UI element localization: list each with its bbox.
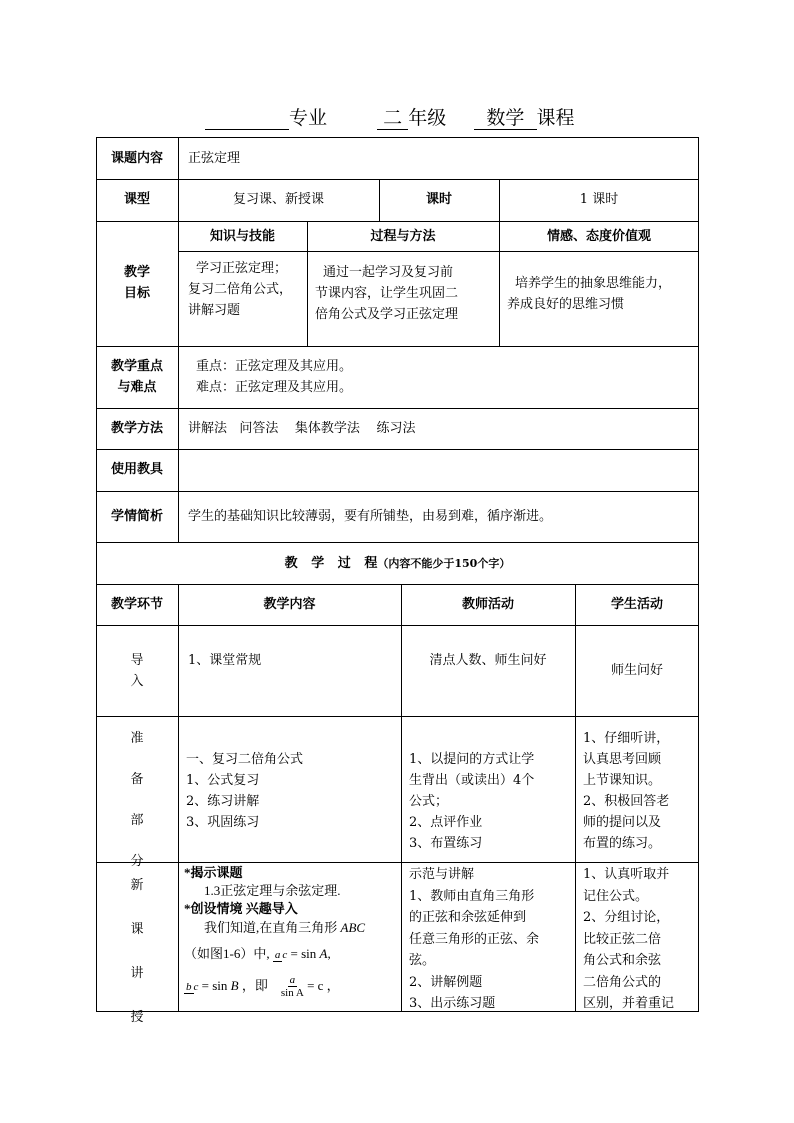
intro-teacher[interactable]: 清点人数、师生问好 bbox=[429, 653, 547, 668]
text-line: 二倍角公式的 bbox=[583, 974, 662, 990]
frac-den: sin A bbox=[280, 987, 304, 1000]
var-abc: ABC bbox=[340, 920, 366, 935]
type-value[interactable]: 复习课、新授课 bbox=[232, 192, 324, 207]
row-divider bbox=[178, 251, 699, 252]
frac-num: a bbox=[274, 948, 281, 961]
col-divider bbox=[178, 584, 179, 1012]
goals-label bbox=[96, 262, 178, 304]
goal-header-process: 过程与方法 bbox=[370, 229, 436, 244]
text-line: 养成良好的思维习惯 bbox=[507, 297, 625, 312]
fraction-b-over-c bbox=[184, 981, 198, 994]
row-divider bbox=[96, 221, 699, 222]
process-title bbox=[96, 553, 699, 574]
reveal-topic: *揭示课题 bbox=[184, 865, 243, 880]
stage-char: 部 bbox=[130, 813, 144, 828]
row-divider bbox=[96, 584, 699, 585]
text-line: 生背出（或读出）4个 bbox=[409, 773, 535, 788]
grade-label: 年级 bbox=[408, 107, 447, 129]
row-divider bbox=[96, 449, 699, 450]
row-divider bbox=[96, 346, 699, 347]
analysis-value[interactable]: 学生的基础知识比较薄弱，要有所铺垫，由易到难，循序渐进。 bbox=[188, 509, 553, 524]
text-line: 倍角公式及学习正弦定理 bbox=[315, 307, 459, 322]
grade-value[interactable]: 二 bbox=[377, 107, 408, 130]
new-lesson-teacher[interactable] bbox=[409, 864, 573, 1015]
topic-value[interactable]: 正弦定理 bbox=[188, 151, 241, 166]
text-line: 弦。 bbox=[409, 953, 436, 968]
text-line: 区别，并着重记 bbox=[583, 996, 675, 1011]
content-line: （如图1-6）中, a c = sin A, bbox=[184, 946, 331, 961]
goal-knowledge-text[interactable] bbox=[188, 258, 306, 321]
text-line: 培养学生的抽象思维能力， bbox=[515, 276, 672, 291]
text-line: 2、积极回答老 bbox=[583, 794, 670, 809]
row-divider bbox=[96, 862, 699, 863]
fraction-a-over-c bbox=[273, 949, 287, 962]
goals-label-line: 教学 bbox=[123, 265, 150, 280]
intro-content[interactable]: 1、课堂常规 bbox=[188, 653, 262, 668]
text-line: 1、以提问的方式让学 bbox=[409, 752, 535, 767]
text-line: 学习正弦定理； bbox=[196, 261, 288, 276]
frac-num: b bbox=[186, 980, 192, 993]
frac-den: c bbox=[282, 948, 288, 961]
stage-new-lesson bbox=[96, 864, 178, 1040]
row-divider bbox=[96, 408, 699, 409]
course-label: 课程 bbox=[536, 107, 575, 129]
stage-char: 授 bbox=[130, 1010, 144, 1025]
text-line: 3、布置练习 bbox=[409, 836, 483, 851]
stage-char: 分 bbox=[130, 854, 144, 869]
text-line: 2、点评作业 bbox=[409, 815, 483, 830]
stage-char: 新 bbox=[130, 878, 144, 893]
content-line bbox=[184, 918, 400, 938]
row-divider bbox=[96, 625, 699, 626]
intro-student[interactable]: 师生问好 bbox=[610, 663, 663, 678]
key-point: 重点：正弦定理及其应用。 bbox=[196, 359, 353, 374]
text-line: 1、认真听取并 bbox=[583, 867, 670, 882]
text-line: 上节课知识。 bbox=[583, 773, 662, 788]
row-divider bbox=[96, 542, 699, 543]
subject-value[interactable]: 数学 bbox=[474, 107, 536, 130]
var-a: A bbox=[319, 946, 328, 961]
stage-char: 讲 bbox=[130, 966, 144, 981]
stage-char: 准 bbox=[130, 731, 144, 746]
text-line: 认真思考回顾 bbox=[583, 752, 662, 767]
new-lesson-content[interactable] bbox=[184, 864, 400, 1002]
text-line: 复习二倍角公式， bbox=[188, 282, 293, 297]
text-line: 布置的练习。 bbox=[583, 836, 662, 851]
hours-value[interactable]: 1 课时 bbox=[579, 192, 619, 207]
tools-label: 使用教具 bbox=[110, 462, 163, 477]
frac-den: c bbox=[193, 980, 199, 993]
text-line: 公式； bbox=[409, 794, 449, 809]
text-line: 示范与讲解 bbox=[409, 867, 475, 882]
text-line: 角公式和余弦 bbox=[583, 953, 662, 968]
text-line: 比较正弦二倍 bbox=[583, 931, 662, 947]
row-divider bbox=[96, 716, 699, 717]
var-b: B bbox=[230, 978, 239, 993]
text-line: 的正弦和余弦延伸到 bbox=[409, 910, 527, 925]
stage-char: 导 bbox=[130, 653, 144, 668]
text-line: 记住公式。 bbox=[583, 888, 649, 904]
goal-header-attitude: 情感、态度价值观 bbox=[546, 229, 651, 244]
prep-student[interactable] bbox=[583, 728, 699, 854]
text-line: 2、讲解例题 bbox=[409, 974, 483, 990]
text-line: 2、练习讲解 bbox=[186, 794, 260, 809]
hours-label: 课时 bbox=[425, 192, 452, 207]
content-text: 我们知道,在直角三角形 bbox=[204, 920, 338, 935]
goal-process-text[interactable] bbox=[315, 262, 499, 325]
topic-label: 课题内容 bbox=[110, 151, 163, 166]
col-header-student: 学生活动 bbox=[610, 597, 663, 612]
analysis-label: 学情简析 bbox=[110, 509, 163, 524]
text-line: 通过一起学习及复习前 bbox=[323, 265, 454, 280]
content-line bbox=[184, 970, 400, 1002]
col-header-stage: 教学环节 bbox=[110, 597, 163, 612]
goal-header-knowledge: 知识与技能 bbox=[209, 229, 275, 244]
text-line: 1、仔细听讲， bbox=[583, 731, 670, 746]
text-line: 节课内容，让学生巩固二 bbox=[315, 286, 459, 301]
key-points-label bbox=[96, 356, 178, 398]
topic-line: 1.3正弦定理与余弦定理. bbox=[204, 883, 341, 898]
fraction-a-over-sina bbox=[281, 974, 304, 1000]
row-divider bbox=[96, 491, 699, 492]
prep-teacher[interactable] bbox=[409, 749, 573, 854]
hard-point: 难点：正弦定理及其应用。 bbox=[196, 380, 353, 395]
stage-char: 入 bbox=[130, 674, 144, 689]
document-title bbox=[205, 103, 625, 133]
row-divider bbox=[96, 179, 699, 180]
text-line: 3、巩固练习 bbox=[186, 815, 260, 830]
goals-label-line: 目标 bbox=[123, 286, 150, 301]
process-title-note: （内容不能少于150个字） bbox=[377, 557, 511, 570]
text-line: 1、教师由直角三角形 bbox=[409, 888, 535, 904]
method-value[interactable]: 讲解法 问答法 集体教学法 练习法 bbox=[188, 421, 416, 436]
process-title-main: 教 学 过 程 bbox=[284, 556, 378, 571]
text-line: 讲解习题 bbox=[188, 303, 241, 318]
text-line: 1、公式复习 bbox=[186, 773, 260, 788]
scenario-heading: *创设情境 兴趣导入 bbox=[184, 901, 298, 916]
method-label: 教学方法 bbox=[110, 421, 163, 436]
content-text: = c ， bbox=[307, 978, 340, 993]
frac-num: a bbox=[289, 974, 296, 987]
text-line: 任意三角形的正弦、余 bbox=[409, 931, 540, 947]
stage-intro bbox=[96, 650, 178, 692]
content-text: ，即 bbox=[241, 978, 268, 993]
content-text: = sin bbox=[290, 946, 317, 961]
type-label: 课型 bbox=[123, 192, 150, 207]
stage-char: 课 bbox=[130, 922, 144, 937]
prep-content[interactable] bbox=[186, 749, 303, 833]
goal-attitude-text[interactable] bbox=[507, 273, 699, 315]
stage-prep bbox=[96, 718, 178, 882]
major-blank[interactable] bbox=[205, 107, 289, 130]
col-divider bbox=[575, 584, 576, 1012]
stage-char: 备 bbox=[130, 772, 144, 787]
text-line: 师的提问以及 bbox=[583, 815, 662, 830]
key-points-text[interactable] bbox=[196, 356, 352, 398]
major-suffix: 专业 bbox=[289, 107, 328, 129]
text-line: 一、复习二倍角公式 bbox=[186, 752, 304, 767]
new-lesson-student[interactable] bbox=[583, 864, 699, 1015]
text-line: 2、分组讨论， bbox=[583, 910, 670, 925]
key-label-line: 与难点 bbox=[117, 380, 157, 395]
content-text: = sin bbox=[201, 978, 228, 993]
col-header-teacher: 教师活动 bbox=[461, 597, 514, 612]
content-text: （如图1-6）中, bbox=[184, 946, 270, 961]
col-header-content: 教学内容 bbox=[263, 597, 316, 612]
key-label-line: 教学重点 bbox=[110, 359, 163, 374]
text-line: 3、出示练习题 bbox=[409, 996, 496, 1011]
col-divider bbox=[401, 584, 402, 1012]
